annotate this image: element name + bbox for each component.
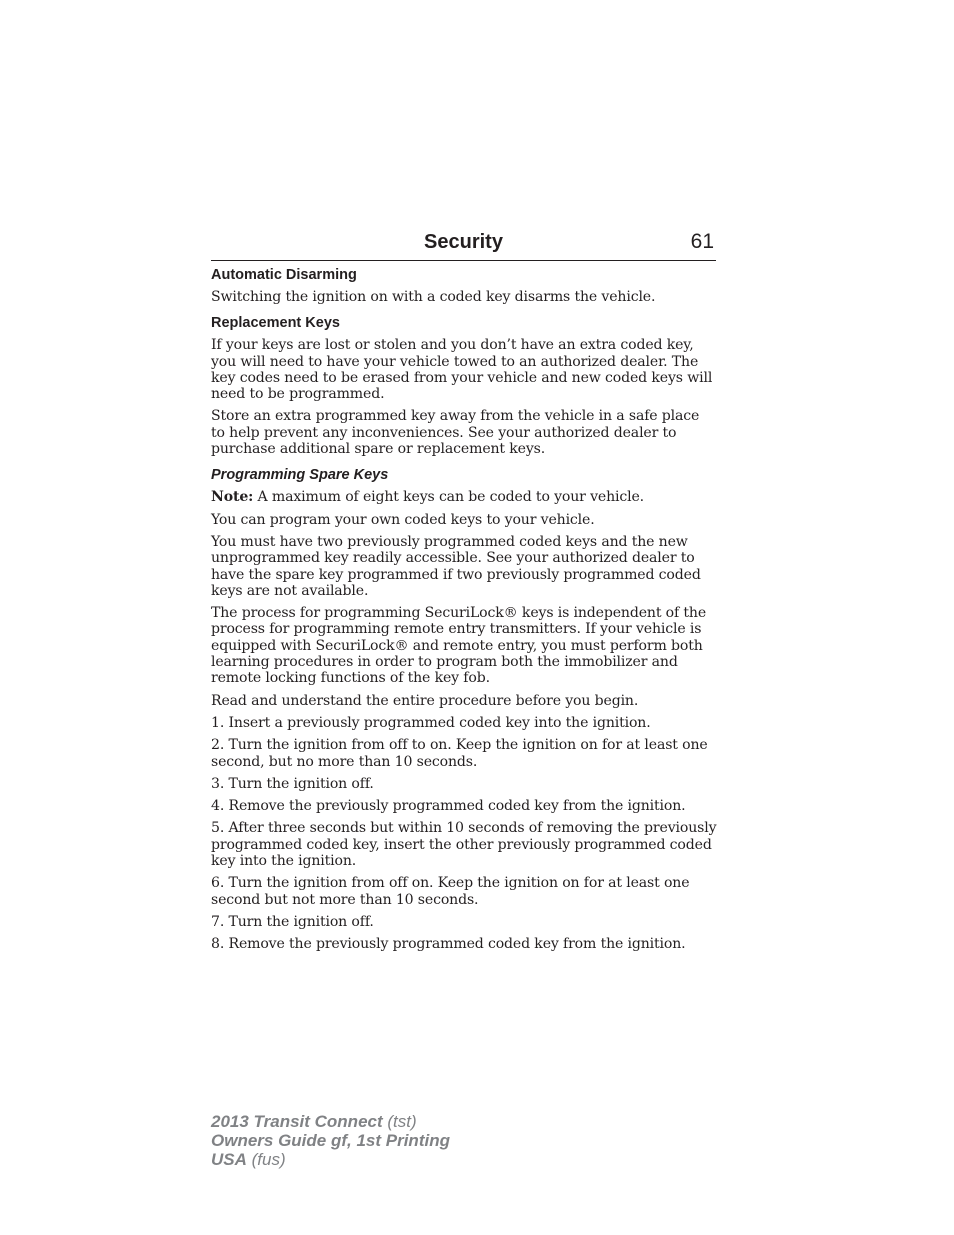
- section-title: Security: [424, 231, 503, 253]
- footer-line-guide: [211, 1131, 450, 1150]
- footer-market: USA: [211, 1150, 247, 1169]
- paragraph: You must have two previously programmed coded keys and the new unprogrammed key readily accessible. See your authorized dealer to have the spare key programmed if two previously programmed coded keys are not available.: [211, 533, 701, 599]
- footer-market-code: (fus): [246, 1150, 286, 1169]
- note-paragraph: [211, 489, 717, 505]
- heading-automatic-disarming: Automatic Disarming: [211, 267, 357, 283]
- step-item: 6. Turn the ignition from off on. Keep the ignition on for at least one second but not more than 10 seconds.: [211, 875, 690, 908]
- footer-model: 2013 Transit Connect: [211, 1112, 383, 1131]
- paragraph: If your keys are lost or stolen and you don’t have an extra coded key, you will need to have your vehicle towed to an authorized dealer. The key codes need to be erased from your vehicle and new coded keys will need to be programmed.: [211, 337, 713, 403]
- footer-line-model: [211, 1112, 450, 1131]
- page-footer: [211, 1112, 450, 1169]
- step-item: 4. Remove the previously programmed coded key from the ignition.: [211, 798, 686, 815]
- step-item: 5. After three seconds but within 10 seconds of removing the previously programmed coded key, insert the other previously programmed coded key into the ignition.: [211, 820, 717, 870]
- page-header: [211, 228, 716, 261]
- step-item: 8. Remove the previously programmed coded key from the ignition.: [211, 936, 686, 953]
- paragraph: The process for programming SecuriLock® keys is independent of the process for programming remote entry transmitters. If your vehicle is equipped with SecuriLock® and remote entry, you must perform both learning procedures in order to program both the immobilizer and remote locking functions of the key fob.: [211, 605, 707, 687]
- footer-line-market: [211, 1150, 450, 1169]
- footer-model-code: (tst): [382, 1112, 417, 1131]
- step-item: 1. Insert a previously programmed coded key into the ignition.: [211, 714, 651, 731]
- step-item: 3. Turn the ignition off.: [211, 775, 374, 792]
- paragraph: Switching the ignition on with a coded key disarms the vehicle.: [211, 289, 656, 305]
- paragraph: Store an extra programmed key away from the vehicle in a safe place to help prevent any inconveniences. See your authorized dealer to purchase additional spare or replacement keys.: [211, 408, 700, 458]
- note-text: A maximum of eight keys can be coded to your vehicle.: [253, 489, 645, 506]
- step-item: 7. Turn the ignition off.: [211, 913, 374, 930]
- paragraph: You can program your own coded keys to your vehicle.: [211, 511, 595, 528]
- footer-guide: Owners Guide gf, 1st Printing: [211, 1131, 450, 1150]
- page-number: 61: [690, 230, 714, 253]
- heading-replacement-keys: Replacement Keys: [211, 315, 340, 332]
- note-label: Note:: [211, 489, 254, 506]
- page-content: [211, 267, 717, 959]
- heading-programming-spare-keys: Programming Spare Keys: [211, 467, 389, 484]
- step-item: 2. Turn the ignition from off to on. Keep the ignition on for at least one second, but no more than 10 seconds.: [211, 737, 708, 770]
- paragraph: Read and understand the entire procedure before you begin.: [211, 692, 639, 709]
